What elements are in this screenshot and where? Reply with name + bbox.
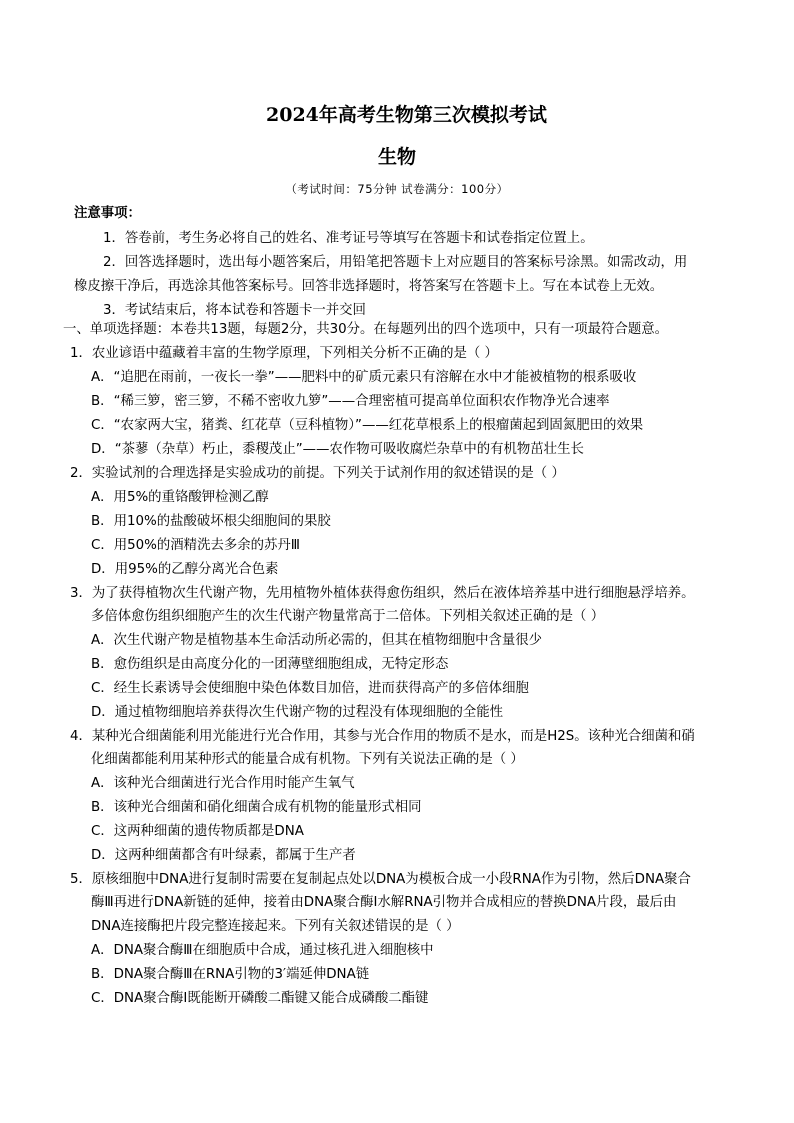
question-option: B．用10%的盐酸破坏根尖细胞间的果胶 [91, 514, 331, 529]
question-stem: 2．实验试剂的合理选择是实验成功的前提。下列关于试剂作用的叙述错误的是（ ） [70, 466, 565, 481]
notice-item: 橡皮擦干净后，再选涂其他答案标号。回答非选择题时，将答案写在答题卡上。写在本试卷上无效。 [74, 279, 664, 294]
question-stem: 酶Ⅲ再进行DNA新链的延伸，接着由DNA聚合酶Ⅰ水解RNA引物并合成相应的替换DNA片段，最后由 [91, 895, 677, 910]
question-option: B．DNA聚合酶Ⅲ在RNA引物的3′端延伸DNA链 [91, 967, 370, 982]
question-option: D．这两种细菌都含有叶绿素，都属于生产者 [91, 848, 356, 863]
question-option: A．DNA聚合酶Ⅲ在细胞质中合成，通过核孔进入细胞核中 [91, 943, 434, 958]
question-option: C．DNA聚合酶Ⅰ既能断开磷酸二酯键又能合成磷酸二酯键 [91, 991, 429, 1006]
question-option: A．“追肥在雨前，一夜长一拳”——肥料中的矿质元素只有溶解在水中才能被植物的根系吸收 [91, 370, 637, 385]
notice-item: 2．回答选择题时，选出每小题答案后，用铅笔把答题卡上对应题目的答案标号涂黑。如需改动，用 [103, 255, 688, 270]
question-option: A．次生代谢产物是植物基本生命活动所必需的，但其在植物细胞中含量很少 [91, 633, 543, 648]
question-option: B．“稀三箩，密三箩，不稀不密收九箩”——合理密植可提高单位面积农作物净光合速率 [91, 394, 610, 409]
notice-item: 3．考试结束后，将本试卷和答题卡一并交回 [103, 303, 366, 318]
question-option: D．用95%的乙醇分离光合色素 [91, 562, 279, 577]
question-stem: 3．为了获得植物次生代谢产物，先用植物外植体获得愈伤组织，然后在液体培养基中进行细胞悬浮培养。 [70, 586, 695, 601]
page-title: 2024年高考生物第三次模拟考试 [266, 104, 547, 126]
question-stem: 5．原核细胞中DNA进行复制时需要在复制起点处以DNA为模板合成一小段RNA作为引物，然后DNA聚合 [70, 872, 691, 887]
question-option: A．用5%的重铬酸钾检测乙醇 [91, 490, 269, 505]
question-stem: 多倍体愈伤组织细胞产生的次生代谢产物量常高于二倍体。下列相关叙述正确的是（ ） [91, 609, 605, 624]
notice-heading: 注意事项： [74, 206, 141, 221]
question-option: C．经生长素诱导会使细胞中染色体数目加倍，进而获得高产的多倍体细胞 [91, 681, 529, 696]
question-option: D．“茶蓼（杂草）朽止，黍稷茂止”——农作物可吸收腐烂杂草中的有机物茁壮生长 [91, 442, 584, 457]
section-heading: 一、单项选择题：本卷共13题，每题2分，共30分。在每题列出的四个选项中，只有一项最符合题意。 [63, 322, 669, 337]
question-stem: DNA连接酶把片段完整连接起来。下列有关叙述错误的是（ ） [91, 919, 460, 934]
question-stem: 化细菌都能利用某种形式的能量合成有机物。下列有关说法正确的是（ ） [91, 752, 524, 767]
subject-heading: 生物 [377, 146, 416, 168]
question-stem: 1．农业谚语中蕴藏着丰富的生物学原理，下列相关分析不正确的是（ ） [70, 346, 498, 361]
question-stem: 4．某种光合细菌能利用光能进行光合作用，其参与光合作用的物质不是水，而是H2S。该种光合细菌和硝 [70, 729, 695, 744]
question-option: B．愈伤组织是由高度分化的一团薄壁细胞组成，无特定形态 [91, 657, 449, 672]
question-option: B．该种光合细菌和硝化细菌合成有机物的能量形式相同 [91, 800, 422, 815]
notice-item: 1．答卷前，考生务必将自己的姓名、准考证号等填写在答题卡和试卷指定位置上。 [103, 231, 594, 246]
question-option: C．“农家两大宝，猪粪、红花草（豆科植物）”——红花草根系上的根瘤菌起到固氮肥田的效果 [91, 418, 644, 433]
question-option: C．这两种细菌的遗传物质都是DNA [91, 824, 304, 839]
question-option: A．该种光合细菌进行光合作用时能产生氧气 [91, 776, 355, 791]
question-option: D．通过植物细胞培养获得次生代谢产物的过程没有体现细胞的全能性 [91, 705, 504, 720]
question-option: C．用50%的酒精洗去多余的苏丹Ⅲ [91, 538, 301, 553]
exam-info: （考试时间：75分钟 试卷满分：100分） [285, 182, 509, 196]
